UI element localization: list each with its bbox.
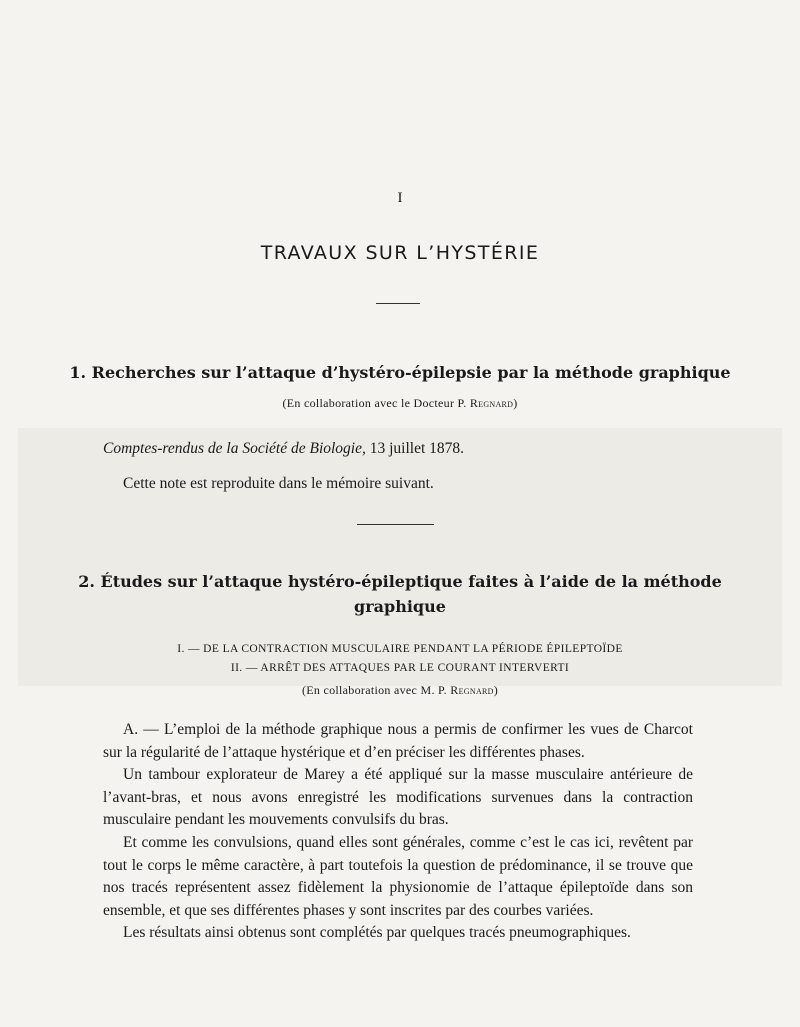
section-1-collaboration — [0, 396, 800, 411]
section-divider — [357, 524, 434, 525]
collab-name: Regnard — [469, 396, 514, 410]
section-2-title-line-1: 2. Études sur l’attaque hystéro-épileptique faites à l’aide de la méthode — [78, 572, 722, 591]
collab-prefix: (En collaboration avec le Docteur P. — [282, 396, 467, 410]
chapter-title: TRAVAUX SUR L’HYSTÉRIE — [260, 242, 540, 264]
paragraph: Les résultats ainsi obtenus sont complétés par quelques tracés pneumographiques. — [123, 924, 631, 942]
source-date: 13 juillet 1878. — [369, 440, 465, 457]
section-2-body — [103, 719, 693, 945]
collab-prefix: (En collaboration avec M. P. — [301, 683, 447, 697]
chapter-number: I — [397, 190, 403, 206]
section-2-collaboration — [0, 683, 800, 698]
section-2-subtitle-2: II. — ARRÊT DES ATTAQUES PAR LE COURANT INTERVERTI — [230, 662, 570, 674]
collab-suffix: ) — [513, 396, 518, 410]
section-1-source — [103, 438, 693, 460]
collab-suffix: ) — [493, 683, 499, 697]
collab-name: Regnard — [450, 683, 494, 697]
section-1-title: 1. Recherches sur l’attaque d’hystéro-épilepsie par la méthode graphique — [69, 363, 731, 382]
source-journal: Comptes-rendus de la Société de Biologie, — [103, 440, 366, 457]
paragraph: A. — L’emploi de la méthode graphique nous a permis de confirmer les vues de Charcot sur la régularité de l’attaque hystérique et d’en préciser les différentes phases. — [103, 721, 693, 761]
section-2-title-line-2: graphique — [354, 597, 446, 616]
title-rule — [376, 303, 420, 304]
section-2-subtitle-1: I. — DE LA CONTRACTION MUSCULAIRE PENDANT LA PÉRIODE ÉPILEPTOÏDE — [177, 643, 623, 655]
paragraph: Un tambour explorateur de Marey a été appliqué sur la masse musculaire antérieure de l’avant-bras, et nous avons enregistré les modifications survenues dans la contraction musculaire pendant les mouvements convulsifs du bras. — [103, 766, 693, 829]
paragraph: Et comme les convulsions, quand elles sont générales, comme c’est le cas ici, revêtent par tout le corps le même caractère, à part toutefois la question de prédominance, il se trouve que nos tracés représentent assez fidèlement la physionomie de l’attaque épileptoïde dans son ensemble, et que ses différentes phases y sont inscrites par des courbes variées. — [103, 833, 693, 919]
section-1-note: Cette note est reproduite dans le mémoire suivant. — [123, 475, 434, 492]
